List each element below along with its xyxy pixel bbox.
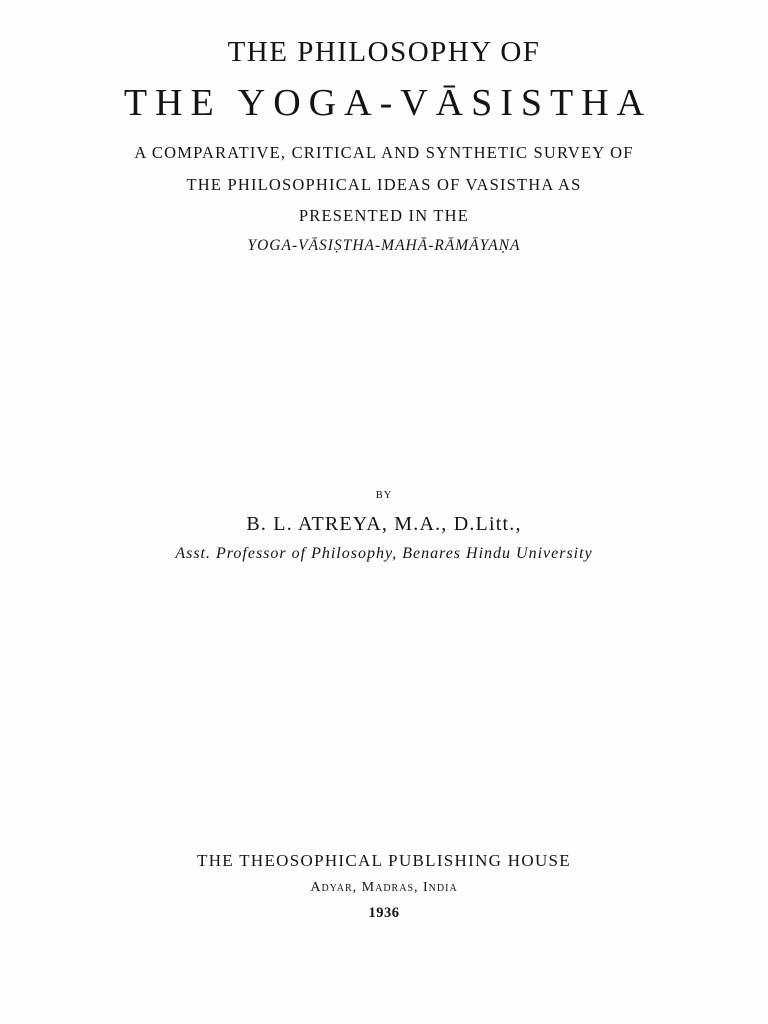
author-name: B. L. ATREYA, M.A., D.Litt., (246, 513, 522, 535)
author-position: Asst. Professor of Philosophy, Benares Hindu University (175, 545, 593, 562)
publisher-name: THE THEOSOPHICAL PUBLISHING HOUSE (197, 851, 571, 870)
by-label: BY (375, 490, 393, 501)
publication-year: 1936 (368, 905, 400, 921)
subtitle-line-2: THE PHILOSOPHICAL IDEAS OF VASISTHA AS (186, 175, 582, 194)
book-title-line-1: THE PHILOSOPHY OF (227, 36, 541, 68)
book-title-line-2: THE YOGA-VĀSISTHA (123, 82, 653, 124)
subtitle-line-3: PRESENTED IN THE (298, 206, 470, 225)
subtitle-line-1: A COMPARATIVE, CRITICAL AND SYNTHETIC SURVEY OF (134, 143, 634, 162)
publisher-place: Adyar, Madras, India (310, 880, 458, 895)
subtitle-line-4: YOGA-VĀSIṢTHA-MAHĀ-RĀMĀYAṆA (247, 237, 521, 254)
